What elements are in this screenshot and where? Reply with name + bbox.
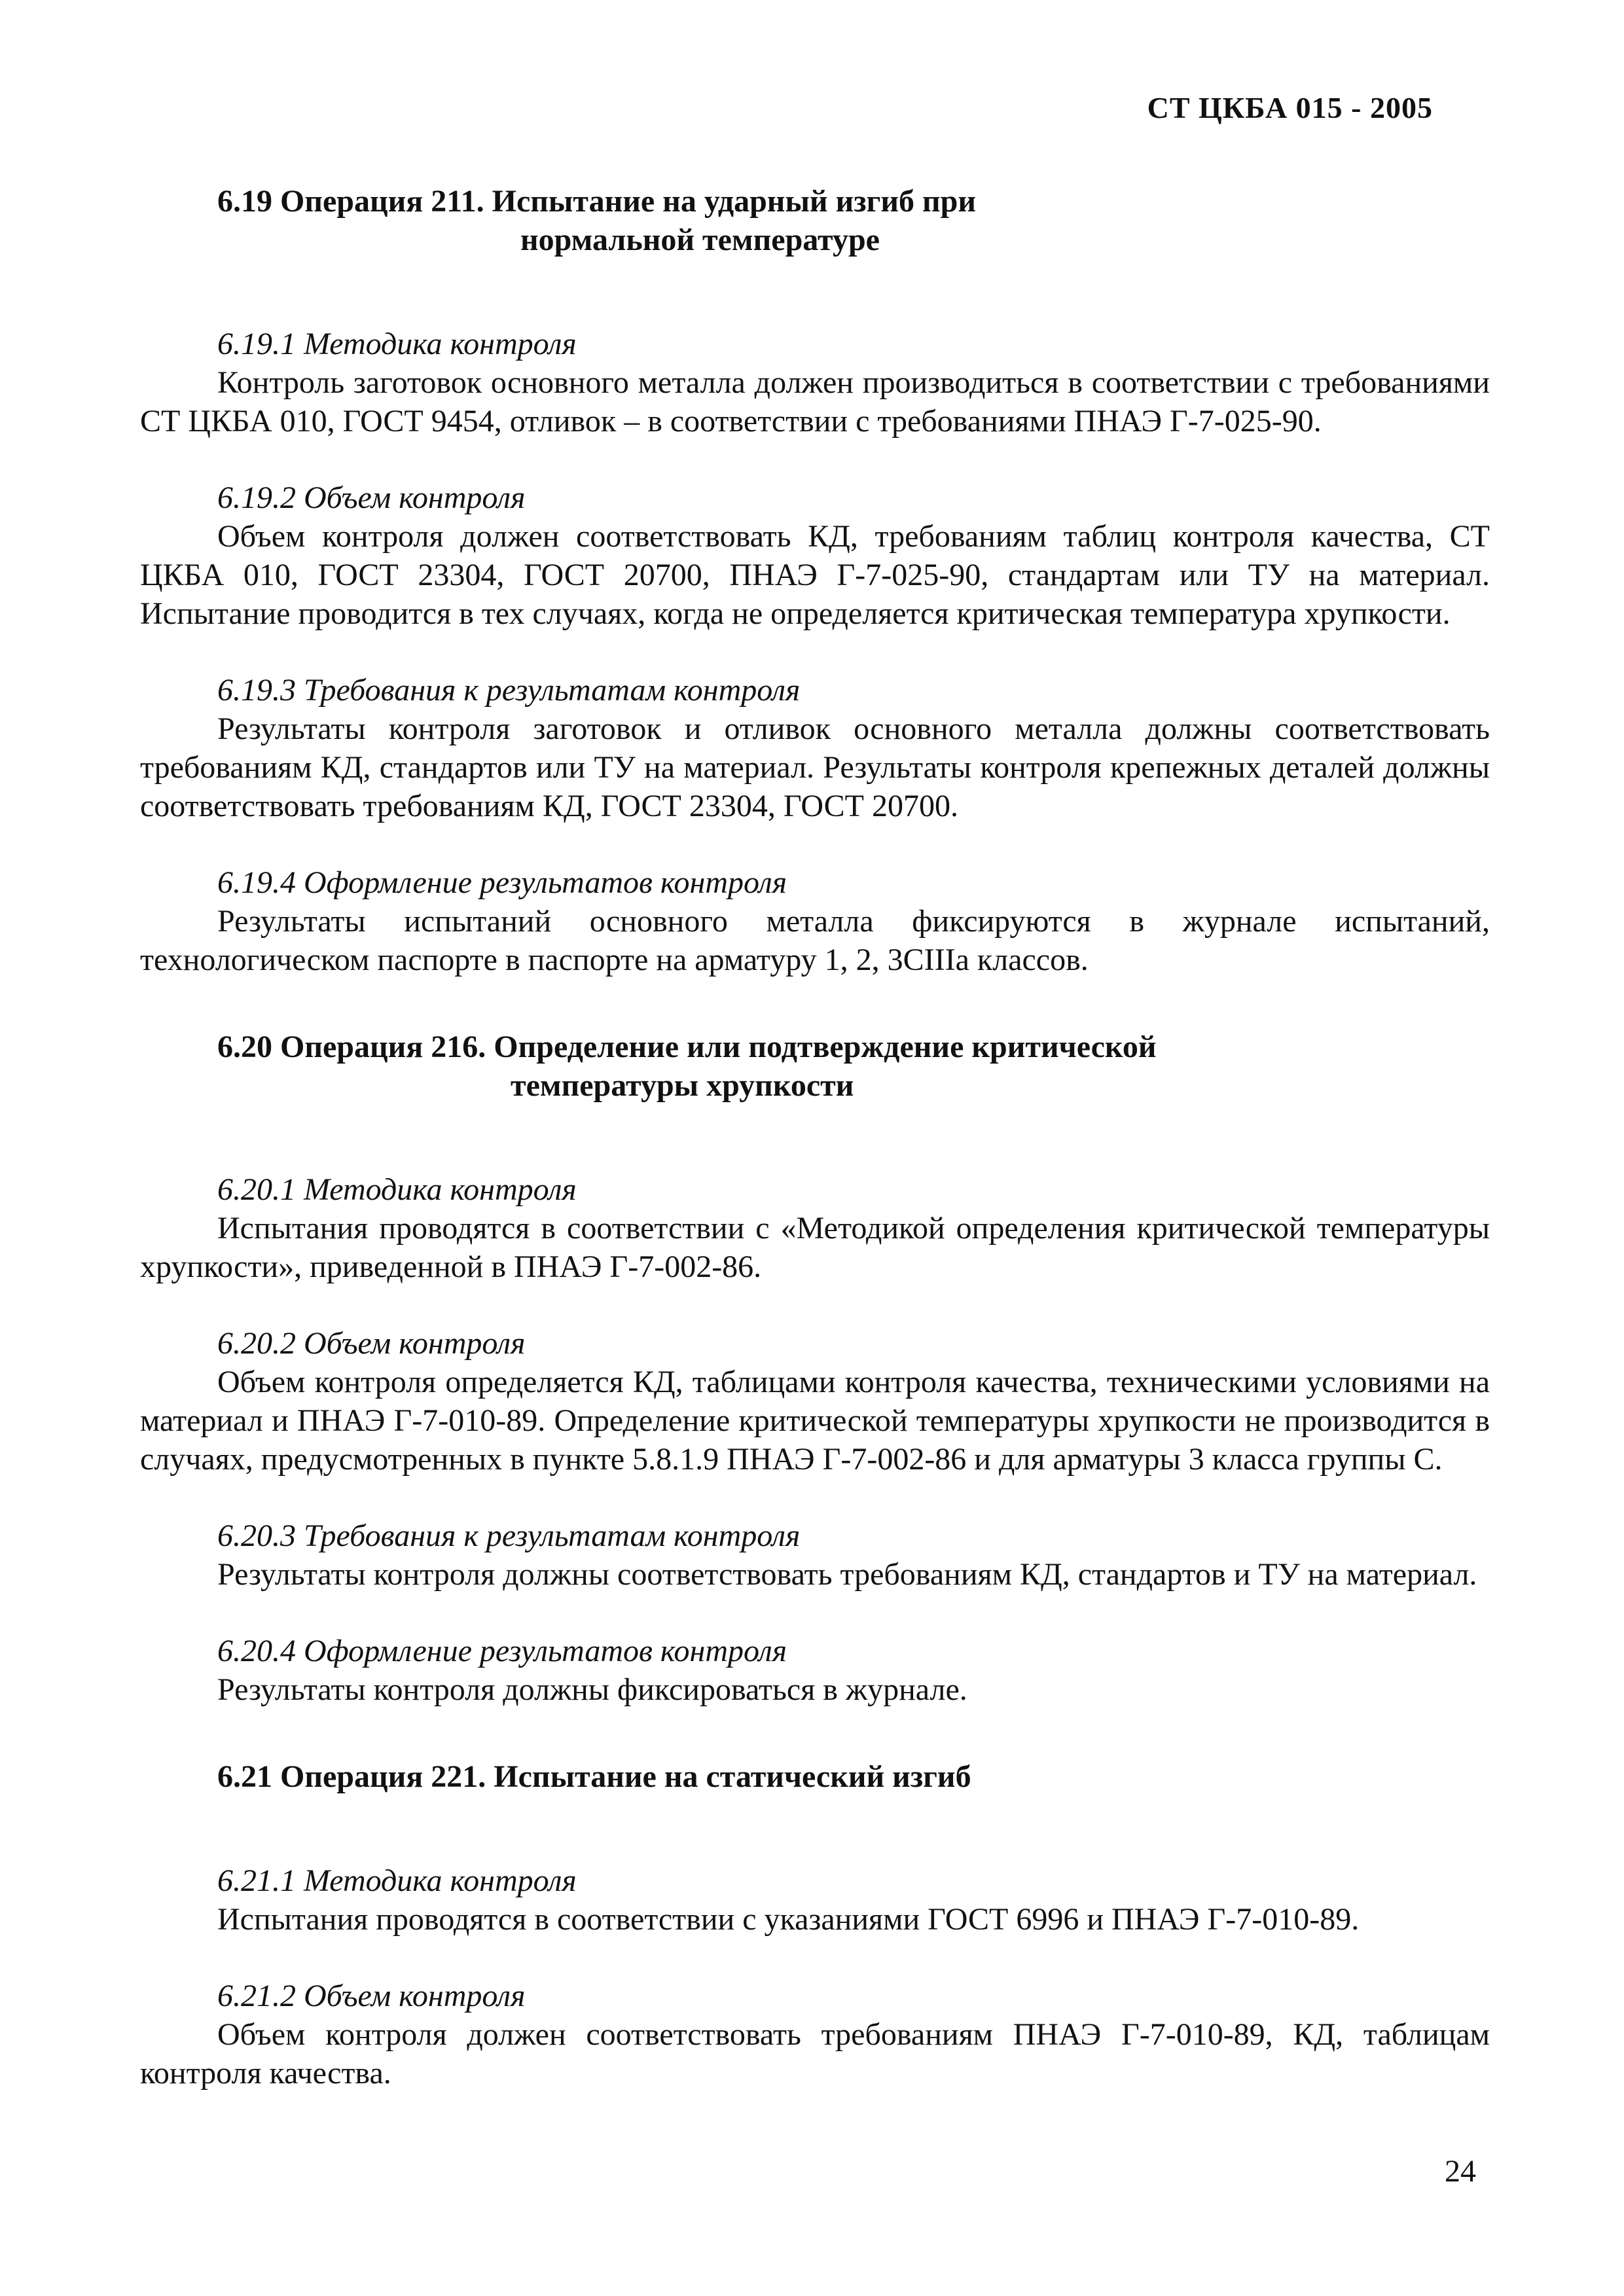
- subsection-title-6-19-2: 6.19.2 Объем контроля: [217, 480, 526, 515]
- page-number: 24: [1445, 2154, 1476, 2189]
- document-body: [140, 182, 1490, 2092]
- subsection-title-6-19-1: 6.19.1 Методика контроля: [217, 327, 577, 361]
- section-heading-6-19: [140, 182, 1490, 259]
- subsection-title-6-19-4: 6.19.4 Оформление результатов контроля: [217, 865, 787, 900]
- subsection-title-6-20-1: 6.20.1 Методика контроля: [217, 1172, 577, 1207]
- section-heading-line1: 6.21 Операция 221. Испытание на статический изгиб: [217, 1759, 971, 1794]
- section-heading-6-21: [140, 1757, 1490, 1796]
- paragraph-6-19-1: Контроль заготовок основного металла должен производиться в соответствии с требованиями СТ ЦКБА 010, ГОСТ 9454, отливок – в соответствии с требованиями ПНАЭ Г-7-025-90.: [140, 365, 1490, 439]
- subsection-title-6-20-4: 6.20.4 Оформление результатов контроля: [217, 1634, 787, 1668]
- subsection-title-6-20-2: 6.20.2 Объем контроля: [217, 1326, 526, 1361]
- paragraph-6-20-3: Результаты контроля должны соответствовать требованиям КД, стандартов и ТУ на материал.: [217, 1557, 1477, 1592]
- section-heading-line1: 6.20 Операция 216. Определение или подтверждение критической: [217, 1030, 1157, 1064]
- section-heading-line2: нормальной температуре: [520, 223, 880, 257]
- paragraph-6-21-1: Испытания проводятся в соответствии с указаниями ГОСТ 6996 и ПНАЭ Г-7-010-89.: [217, 1902, 1360, 1937]
- paragraph-6-19-2: Объем контроля должен соответствовать КД, требованиям таблиц контроля качества, СТ ЦКБА 010, ГОСТ 23304, ГОСТ 20700, ПНАЭ Г-7-025-90, стандартам или ТУ на материал. Испытание проводится в тех случаях, когда не определяется критическая температура хрупкости.: [140, 519, 1490, 631]
- paragraph-6-19-3: Результаты контроля заготовок и отливок основного металла должны соответствовать требованиям КД, стандартов или ТУ на материал. Результаты контроля крепежных деталей должны соответствовать требованиям КД, ГОСТ 23304, ГОСТ 20700.: [140, 711, 1490, 823]
- paragraph-6-20-4: Результаты контроля должны фиксироваться в журнале.: [217, 1672, 967, 1707]
- paragraph-6-19-4: Результаты испытаний основного металла фиксируются в журнале испытаний, технологическом паспорте в паспорте на арматуру 1, 2, 3СIIIа классов.: [140, 904, 1490, 977]
- section-heading-6-20: [140, 1028, 1490, 1105]
- paragraph-6-21-2: Объем контроля должен соответствовать требованиям ПНАЭ Г-7-010-89, КД, таблицам контроля качества.: [140, 2017, 1490, 2090]
- paragraph-6-20-1: Испытания проводятся в соответствии с «Методикой определения критической температуры хрупкости», приведенной в ПНАЭ Г-7-002-86.: [140, 1211, 1490, 1284]
- section-heading-line2: температуры хрупкости: [511, 1068, 854, 1103]
- subsection-title-6-21-1: 6.21.1 Методика контроля: [217, 1863, 577, 1898]
- document-code: СТ ЦКБА 015 - 2005: [1147, 91, 1433, 124]
- subsection-title-6-20-3: 6.20.3 Требования к результатам контроля: [217, 1518, 801, 1553]
- subsection-title-6-19-3: 6.19.3 Требования к результатам контроля: [217, 673, 801, 708]
- section-heading-line1: 6.19 Операция 211. Испытание на ударный изгиб при: [217, 184, 976, 219]
- subsection-title-6-21-2: 6.21.2 Объем контроля: [217, 1979, 526, 2013]
- paragraph-6-20-2: Объем контроля определяется КД, таблицами контроля качества, техническими условиями на материал и ПНАЭ Г-7-010-89. Определение критической температуры хрупкости не производится в случаях, предусмотренных в пункте 5.8.1.9 ПНАЭ Г-7-002-86 и для арматуры 3 класса группы С.: [140, 1365, 1490, 1477]
